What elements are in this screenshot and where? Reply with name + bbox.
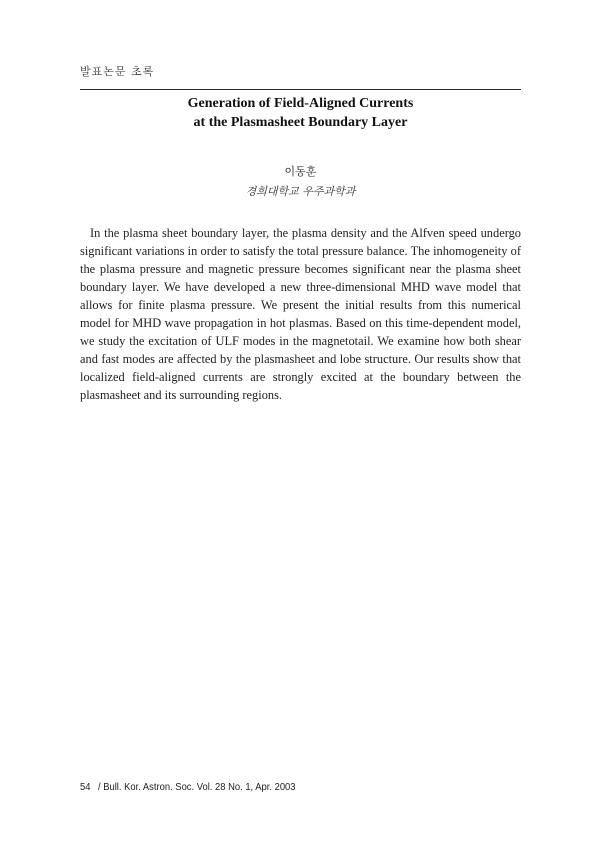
paper-title xyxy=(80,94,521,132)
section-label: 발표논문 초록 xyxy=(80,65,155,78)
page-footer xyxy=(80,782,296,793)
title-line-2: at the Plasmasheet Boundary Layer xyxy=(193,115,408,130)
author-affiliation: 경희대학교 우주과학과 xyxy=(245,185,356,198)
page-number: 54 xyxy=(80,782,91,793)
journal-citation: / Bull. Kor. Astron. Soc. Vol. 28 No. 1, Apr. 2003 xyxy=(97,782,296,793)
abstract-text: In the plasma sheet boundary layer, the plasma density and the Alfven speed undergo significant variations in order to satisfy the total pressure balance. The inhomogeneity of the plasma pressure and magnetic pressure becomes significant near the plasma sheet boundary layer. We have developed a new three-dimensional MHD wave model that allows for finite plasma pressure. We present the initial results from this numerical model for MHD wave propagation in hot plasmas. Based on this time-dependent model, we study the excitation of ULF modes in the magnetotail. We examine how both shear and fast modes are affected by the plasmasheet and lobe structure. Our results show that localized field-aligned currents are strongly excited at the boundary between the plasmasheet and its surrounding regions. xyxy=(80,226,521,402)
header-rule xyxy=(80,89,521,90)
author-name: 이동훈 xyxy=(284,165,317,178)
title-line-1: Generation of Field-Aligned Currents xyxy=(187,96,414,111)
